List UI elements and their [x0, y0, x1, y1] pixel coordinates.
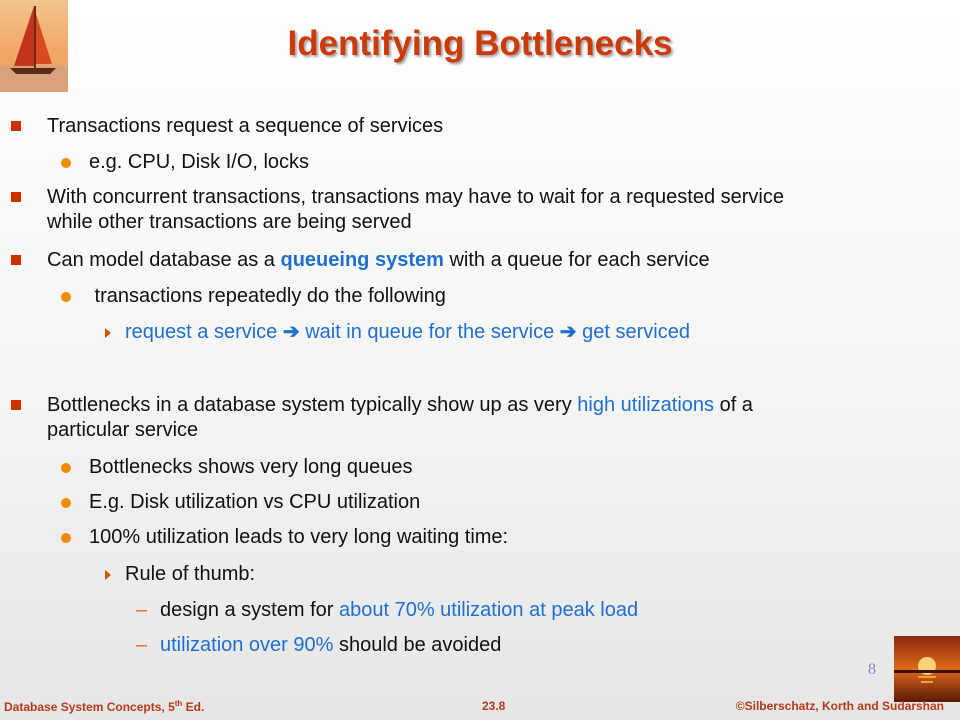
bullet-queueing: Can model database as a queueing system with a queue for each service: [47, 248, 917, 273]
right-arrow-icon: ➔: [282, 321, 300, 343]
highlight-high-utilizations: high utilizations: [577, 394, 715, 416]
sub-sub-bullet-flow: request a service ➔ wait in queue for the service ➔ get serviced: [125, 320, 690, 345]
round-bullet-icon: [61, 498, 71, 508]
footer-copyright: ©Silberschatz, Korth and Sudarshan: [735, 699, 944, 713]
round-bullet-icon: [61, 533, 71, 543]
page-number: 8: [868, 661, 876, 678]
sub-bullet-disk-cpu: E.g. Disk utilization vs CPU utilization: [89, 490, 420, 515]
sub-bullet-repeat: transactions repeatedly do the following: [89, 284, 446, 309]
bullet-concurrent: With concurrent transactions, transactions may have to wait for a requested service while other transactions are being served: [47, 185, 917, 235]
slide-title: Identifying Bottlenecks: [287, 24, 673, 63]
round-bullet-icon: [61, 292, 71, 302]
bullet-bottlenecks: Bottlenecks in a database system typically show up as very high utilizations of a particular service: [47, 393, 917, 443]
sub-bullet-long-queues: Bottlenecks shows very long queues: [89, 455, 413, 480]
footer-slide-number: 23.8: [482, 699, 506, 713]
round-bullet-icon: [61, 158, 71, 168]
right-arrow-icon: ➔: [559, 321, 577, 343]
bullet-transactions: Transactions request a sequence of services: [47, 114, 917, 139]
dash-bullet-icon: –: [136, 634, 148, 656]
highlight-queueing-system: queueing system: [280, 249, 444, 271]
footer-book-title: Database System Concepts, 5th Ed.: [4, 699, 205, 714]
square-bullet-icon: [11, 255, 21, 265]
sub-sub-bullet-rule: Rule of thumb:: [125, 562, 255, 587]
dash-item-design: – design a system for about 70% utilization at peak load: [136, 599, 639, 621]
square-bullet-icon: [11, 192, 21, 202]
square-bullet-icon: [11, 400, 21, 410]
sunset-image: [894, 636, 960, 702]
sub-bullet-utilization: 100% utilization leads to very long waiting time:: [89, 525, 508, 550]
dash-item-avoid: – utilization over 90% should be avoided: [136, 634, 502, 656]
round-bullet-icon: [61, 463, 71, 473]
sub-bullet-services: e.g. CPU, Disk I/O, locks: [89, 150, 309, 175]
dash-bullet-icon: –: [136, 599, 148, 621]
triangle-bullet-icon: [105, 570, 111, 580]
triangle-bullet-icon: [105, 328, 111, 338]
square-bullet-icon: [11, 121, 21, 131]
